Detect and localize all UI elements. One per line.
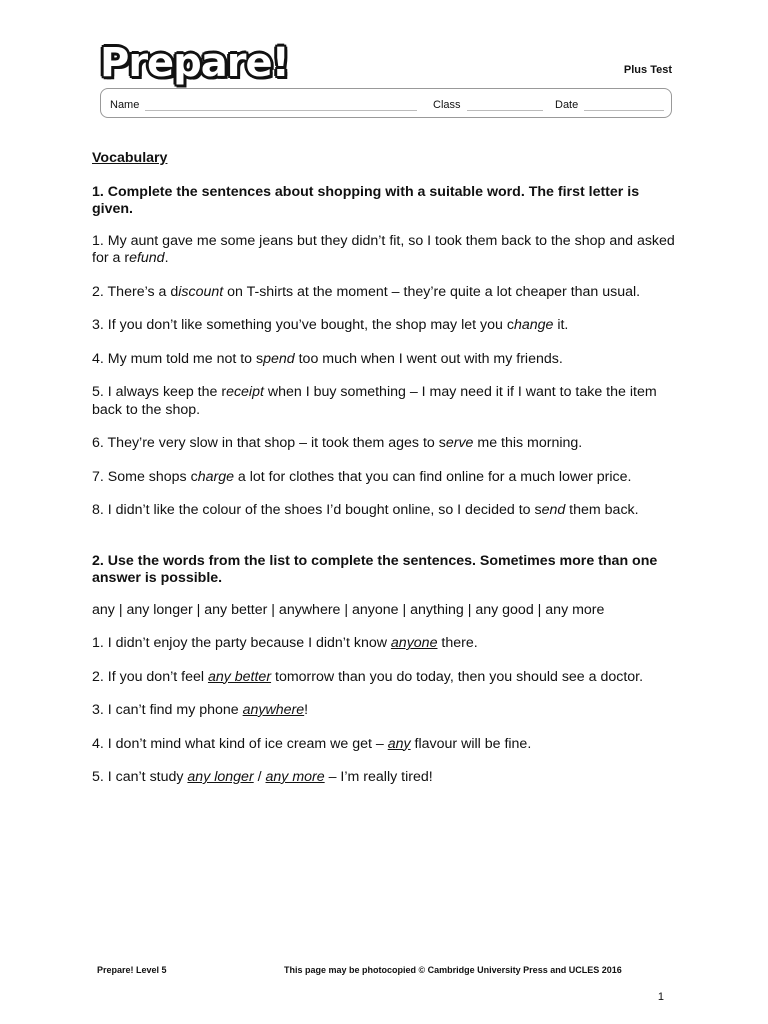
- exercise-1-sentence: 8. I didn’t like the colour of the shoes I’d bought online, so I decided to send them back.: [92, 502, 639, 518]
- exercise-2-sentence: 2. If you don’t feel any better tomorrow than you do today, then you should see a doctor.: [92, 668, 644, 685]
- answer: harge: [197, 468, 234, 485]
- name-line: [145, 100, 417, 111]
- prepare-logo: Prepare!: [100, 40, 289, 86]
- date-field: [555, 99, 664, 111]
- worksheet-content: [92, 150, 682, 803]
- exercise-1-sentence: 5. I always keep the receipt when I buy something – I may need it if I want to take the item back to the shop.: [92, 384, 657, 418]
- page-number: 1: [657, 991, 664, 1003]
- exercise-1-sentence: 2. There’s a discount on T-shirts at the moment – they’re quite a lot cheaper than usual.: [92, 283, 641, 300]
- exercise-2-sentence: 4. I don’t mind what kind of ice cream we get – any flavour will be fine.: [92, 735, 532, 752]
- answer: end: [541, 502, 566, 518]
- date-label: Date: [555, 99, 579, 111]
- exercise-1-instruction: 1. Complete the sentences about shopping with a suitable word. The first letter is given.: [92, 183, 640, 217]
- exercise-2-sentence: 3. I can’t find my phone anywhere!: [92, 702, 309, 718]
- name-label: Name: [110, 99, 140, 111]
- answer: any: [387, 735, 411, 752]
- exercise-2-sentence: 5. I can’t study any longer / any more – I’m really tired!: [92, 769, 433, 785]
- exercise-2-instruction: 2. Use the words from the list to complete the sentences. Sometimes more than one answer is possible.: [92, 552, 658, 586]
- answer: anyone: [390, 635, 438, 651]
- exercise-1-sentence: 7. Some shops charge a lot for clothes that you can find online for a much lower price.: [92, 468, 632, 485]
- answer: pend: [263, 350, 295, 367]
- answer: hange: [513, 317, 554, 333]
- answer: eceipt: [226, 384, 264, 400]
- footer-copyright: This page may be photocopied © Cambridge University Press and UCLES 2016: [284, 965, 622, 975]
- answer: any longer: [187, 769, 254, 785]
- answer: efund: [129, 250, 165, 266]
- exercise-1-sentence: 4. My mum told me not to spend too much when I went out with my friends.: [92, 350, 563, 367]
- answer: any more: [265, 769, 325, 785]
- exercise-2-sentence: 1. I didn’t enjoy the party because I didn’t know anyone there.: [92, 635, 478, 651]
- answer: anywhere: [242, 702, 305, 718]
- class-line: [467, 100, 543, 111]
- plus-test-label: Plus Test: [623, 64, 672, 76]
- class-label: Class: [433, 99, 461, 111]
- exercise-1-sentence: 1. My aunt gave me some jeans but they didn’t fit, so I took them back to the shop and asked for a refund.: [92, 232, 675, 266]
- exercise-1-sentence: 3. If you don’t like something you’ve bought, the shop may let you change it.: [92, 317, 569, 333]
- name-field: [110, 99, 417, 111]
- exercise-1-sentence: 6. They’re very slow in that shop – it took them ages to serve me this morning.: [92, 435, 583, 451]
- date-line: [584, 100, 664, 111]
- student-info-bar: [100, 88, 672, 118]
- answer: any better: [207, 668, 272, 685]
- word-list: any | any longer | any better | anywhere | anyone | anything | any good | any more: [92, 601, 605, 618]
- footer-level: Prepare! Level 5: [97, 965, 167, 975]
- answer: iscount: [178, 283, 224, 300]
- answer: erve: [445, 435, 474, 451]
- vocabulary-heading: Vocabulary: [92, 150, 168, 166]
- class-field: [433, 99, 543, 111]
